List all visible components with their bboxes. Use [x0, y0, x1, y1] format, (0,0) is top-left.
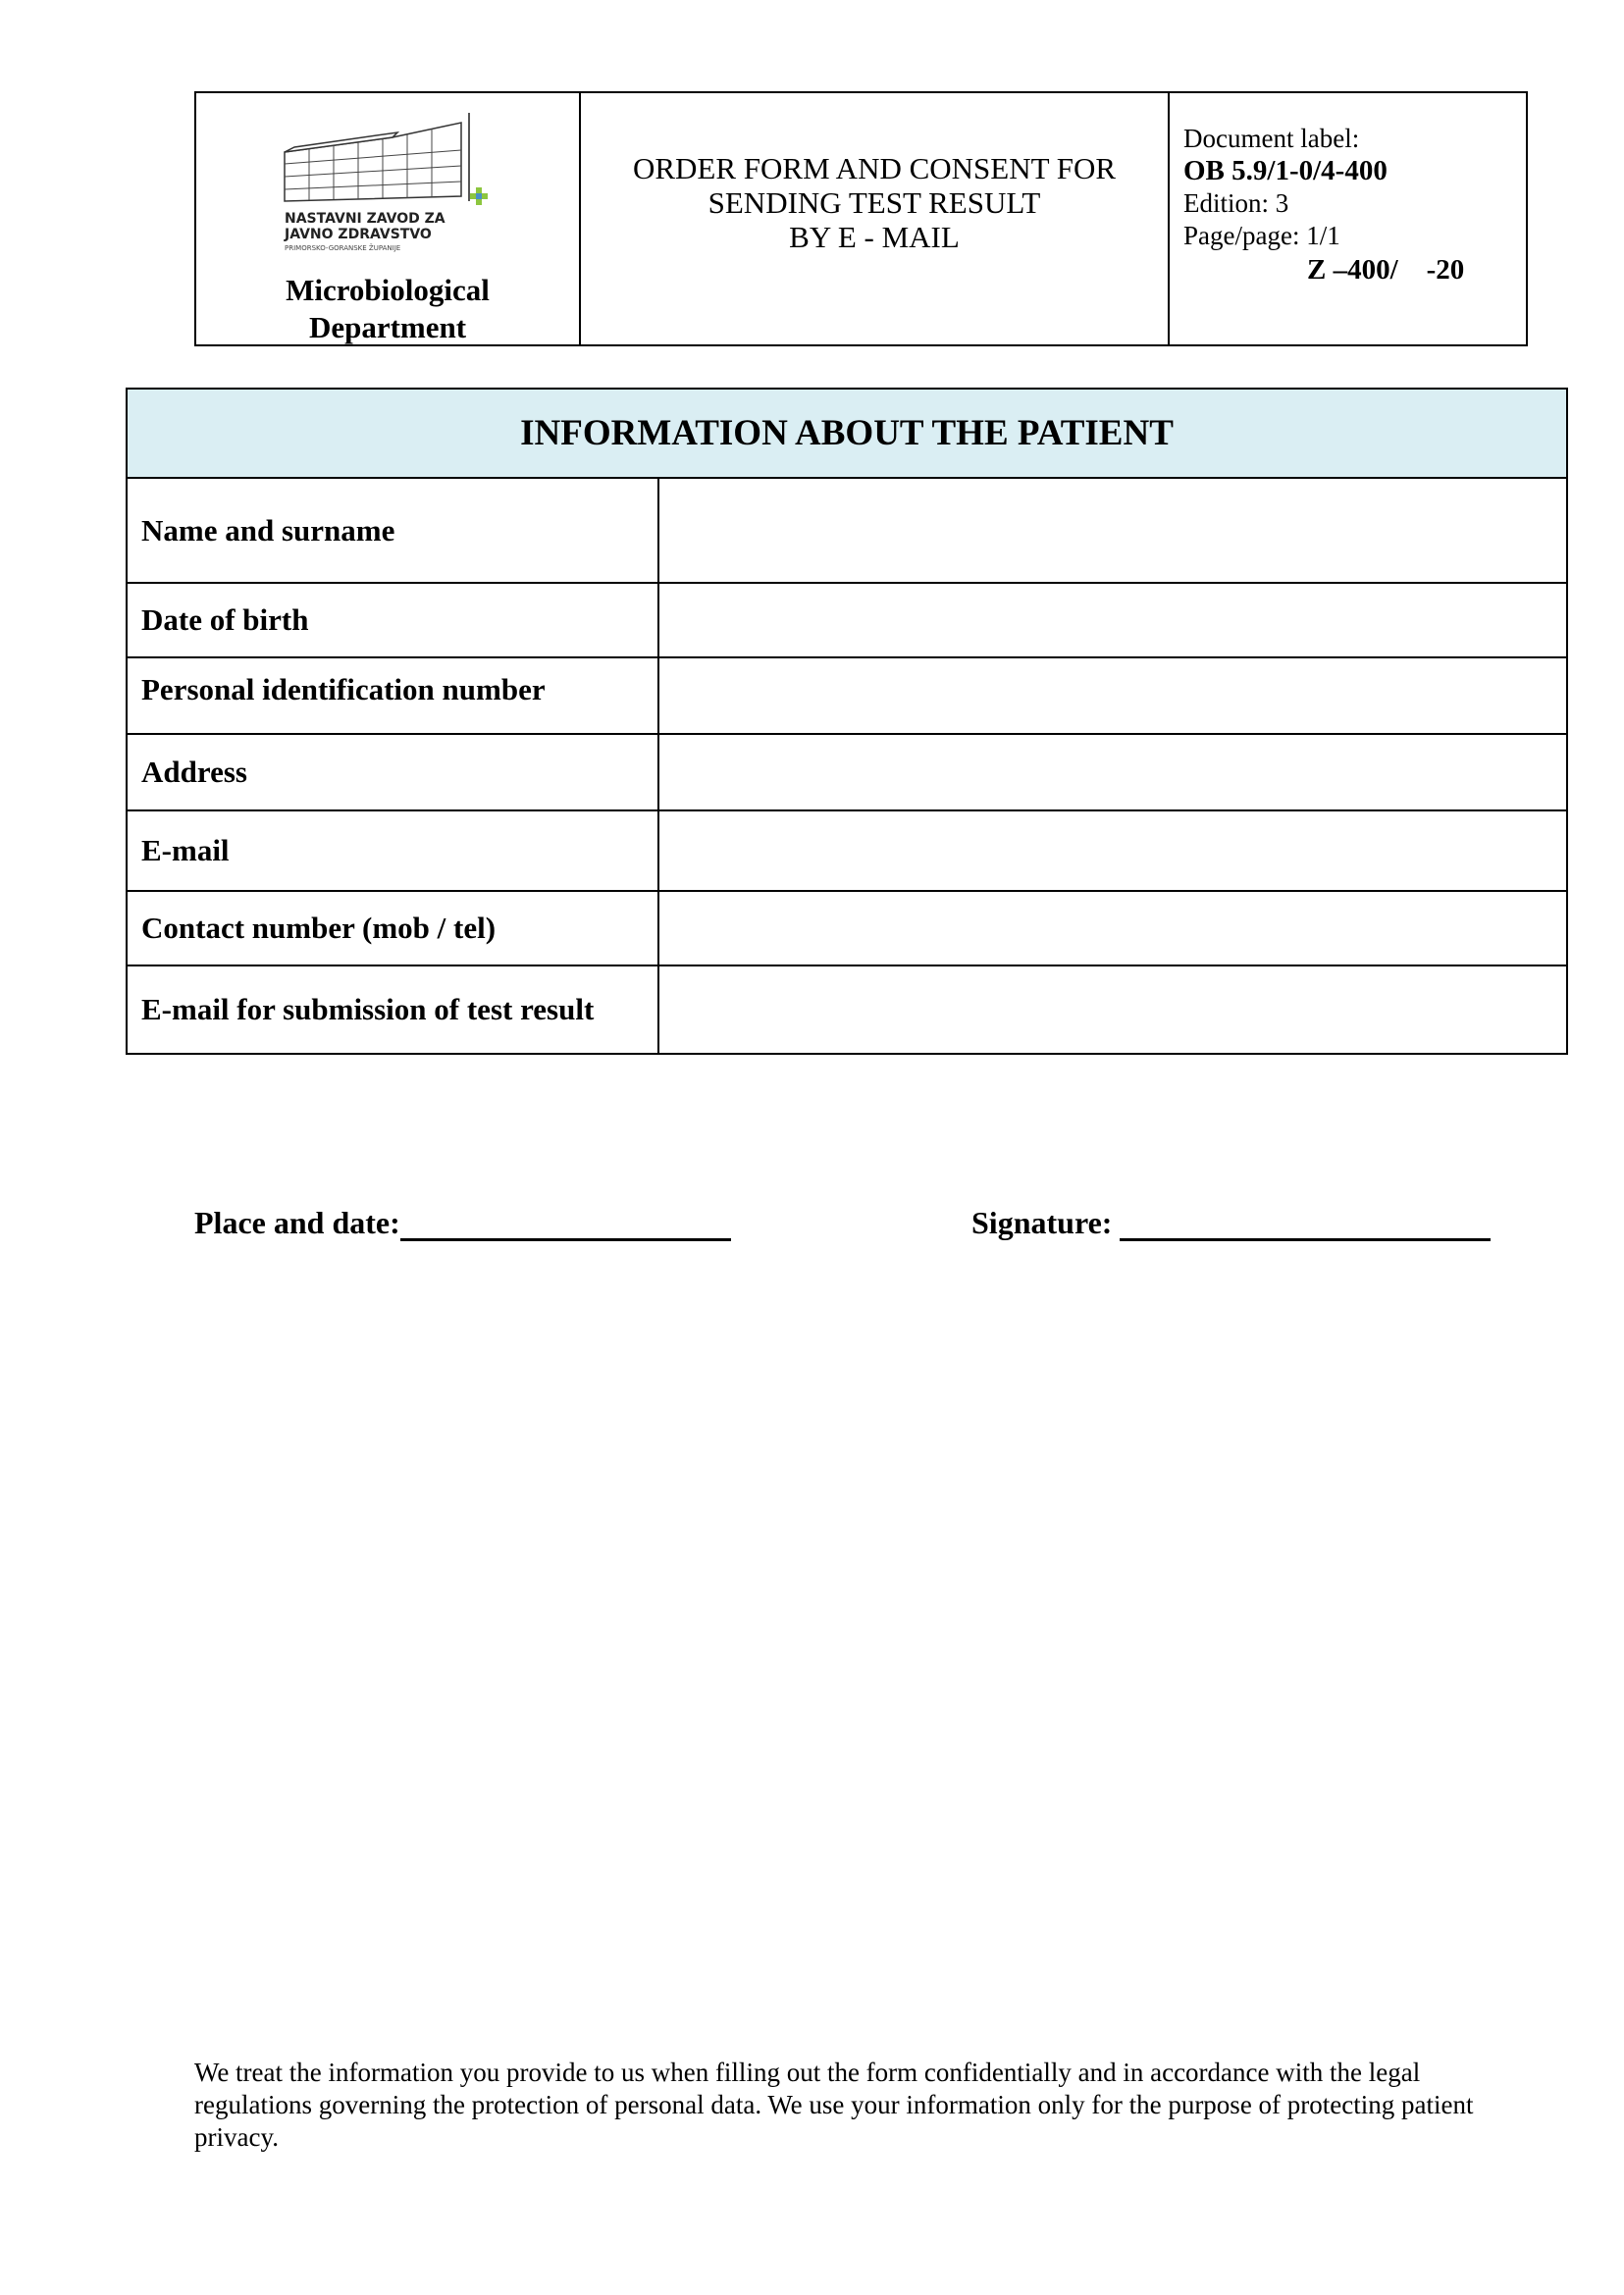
contact-number-field[interactable] — [659, 892, 1566, 965]
place-and-date-label: Place and date: — [194, 1205, 400, 1240]
z-code: Z –400/ -20 — [1307, 254, 1465, 286]
result-email-field[interactable] — [659, 966, 1566, 1053]
personal-id-field[interactable] — [659, 658, 1566, 733]
table-row — [128, 811, 1566, 892]
department-line-2: Department — [308, 310, 467, 344]
title-cell — [581, 93, 1170, 344]
department-line-1: Microbiological — [286, 273, 490, 307]
place-and-date — [194, 1203, 731, 1241]
document-code: OB 5.9/1-0/4-400 — [1183, 155, 1388, 186]
signature — [971, 1203, 1491, 1241]
patient-table-heading: INFORMATION ABOUT THE PATIENT — [128, 390, 1566, 479]
signature-label: Signature: — [971, 1205, 1121, 1240]
table-row — [128, 735, 1566, 811]
result-email-label: E-mail for submission of test result — [128, 966, 659, 1053]
table-row — [128, 658, 1566, 735]
table-row — [128, 479, 1566, 584]
patient-info-table — [126, 388, 1568, 1055]
place-and-date-line[interactable] — [400, 1203, 731, 1241]
document-meta-cell — [1170, 93, 1526, 344]
email-label: E-mail — [128, 811, 659, 890]
privacy-note: We treat the information you provide to us when filling out the form confidentially and in accordance with the legal regulations governing the protection of personal data. We use your information only for the purpose of protecting patient privacy. — [194, 2058, 1474, 2152]
edition: Edition: 3 — [1183, 188, 1289, 218]
signature-line[interactable] — [1120, 1203, 1491, 1241]
document-header — [194, 91, 1528, 346]
table-row — [128, 584, 1566, 658]
name-surname-label: Name and surname — [128, 479, 659, 582]
table-row — [128, 966, 1566, 1053]
logo-text-line1: NASTAVNI ZAVOD ZA — [285, 211, 445, 227]
personal-id-label: Personal identification number — [128, 658, 659, 733]
title-line-2: SENDING TEST RESULT — [707, 184, 1041, 220]
logo-text-line3: PRIMORSKO-GORANSKE ŽUPANIJE — [285, 244, 401, 252]
table-row — [128, 892, 1566, 966]
title-line-3: BY E - MAIL — [789, 219, 960, 254]
address-label: Address — [128, 735, 659, 809]
form-title — [633, 151, 1116, 254]
contact-number-label: Contact number (mob / tel) — [128, 892, 659, 965]
date-of-birth-label: Date of birth — [128, 584, 659, 656]
logo-text-line2: JAVNO ZDRAVSTVO — [285, 227, 432, 242]
logo-cell — [196, 93, 581, 344]
email-field[interactable] — [659, 811, 1566, 890]
page-number: Page/page: 1/1 — [1183, 221, 1340, 250]
institute-logo — [265, 93, 500, 260]
date-of-birth-field[interactable] — [659, 584, 1566, 656]
department-name — [196, 272, 579, 346]
name-surname-field[interactable] — [659, 479, 1566, 582]
title-line-1: ORDER FORM AND CONSENT FOR — [632, 150, 1117, 185]
document-label: Document label: — [1183, 124, 1360, 153]
address-field[interactable] — [659, 735, 1566, 809]
